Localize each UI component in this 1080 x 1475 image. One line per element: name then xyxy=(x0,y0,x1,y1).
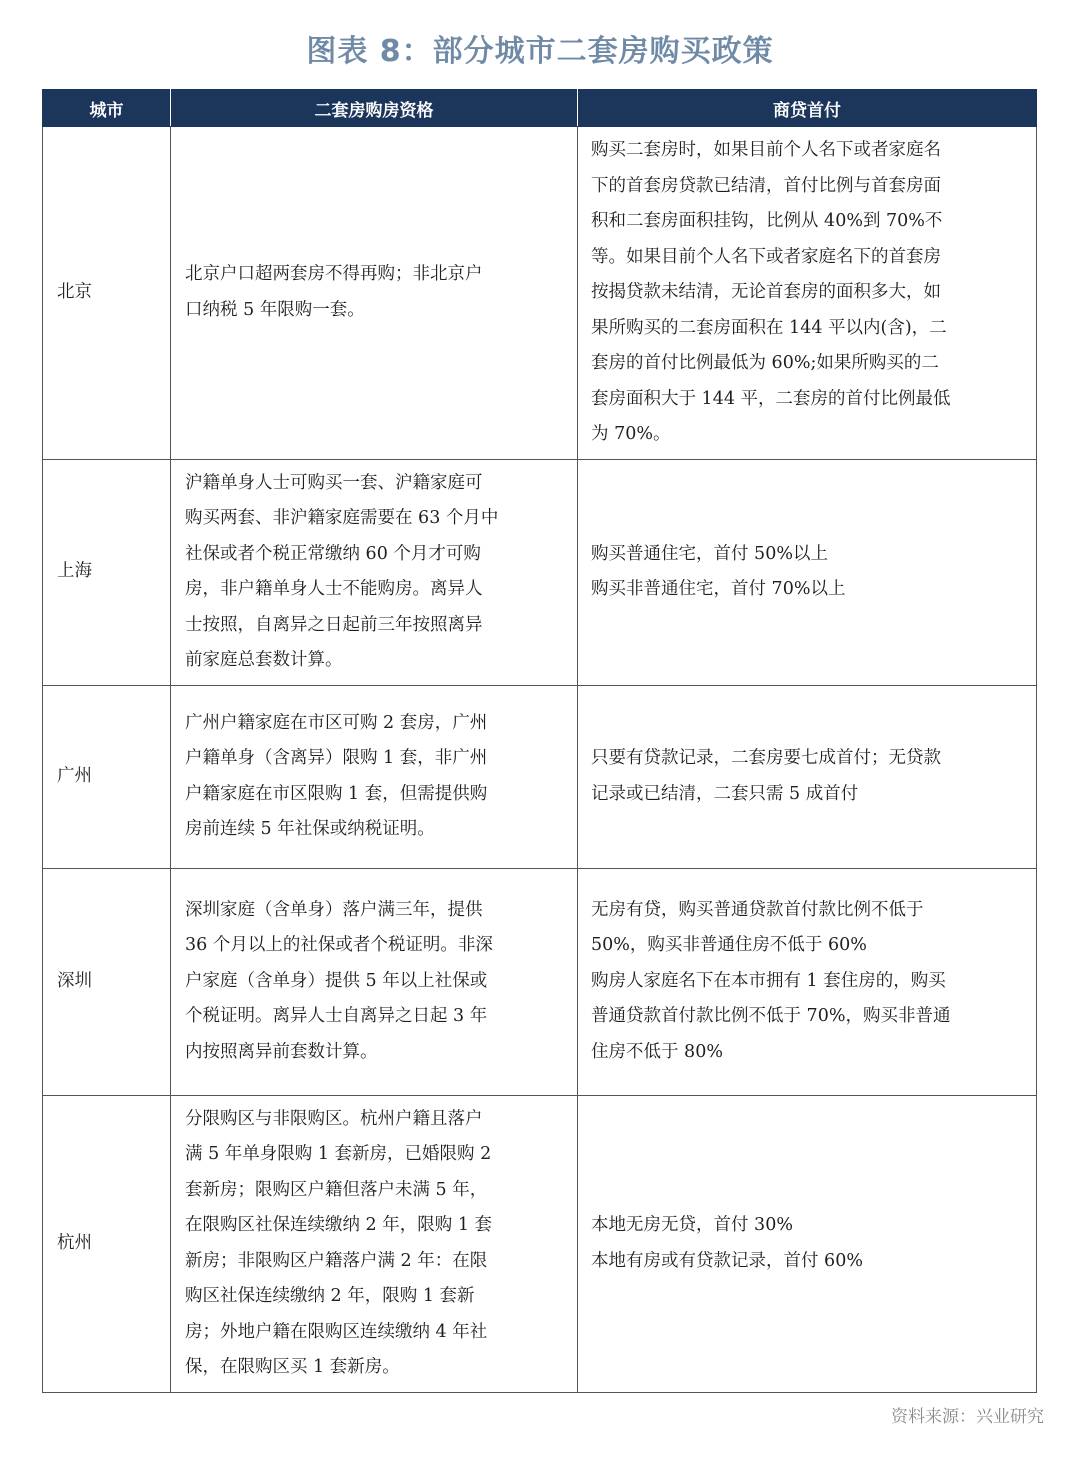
down-payment-cell xyxy=(578,459,1037,685)
requirement-line: 个税证明。离异人士自离异之日起 3 年 xyxy=(185,1006,488,1027)
requirement-line: 套新房；限购区户籍但落户未满 5 年， xyxy=(185,1179,488,1200)
requirement-line: 沪籍单身人士可购买一套、沪籍家庭可 xyxy=(185,472,483,493)
table-row xyxy=(43,685,1037,868)
requirement-line: 内按照离异前套数计算。 xyxy=(185,1041,378,1062)
city-cell: 北京 xyxy=(43,127,171,460)
table-row xyxy=(43,127,1037,460)
down-payment-line: 无房有贷，购买普通贷款首付款比例不低于 xyxy=(591,899,924,920)
requirement-line: 分限购区与非限购区。杭州户籍且落户 xyxy=(185,1108,483,1129)
requirement-line: 社保或者个税正常缴纳 60 个月才可购 xyxy=(185,543,481,564)
requirement-line: 口纳税 5 年限购一套。 xyxy=(185,299,365,320)
down-payment-line: 购房人家庭名下在本市拥有 1 套住房的，购买 xyxy=(591,970,946,991)
city-cell: 上海 xyxy=(43,459,171,685)
requirement-line: 房前连续 5 年社保或纳税证明。 xyxy=(185,819,435,839)
down-payment-line: 本地无房无贷，首付 30% xyxy=(591,1215,793,1235)
table-row xyxy=(43,868,1037,1095)
requirement-line: 在限购区社保连续缴纳 2 年，限购 1 套 xyxy=(185,1215,493,1235)
down-payment-line: 普通贷款首付款比例不低于 70%，购买非普通 xyxy=(591,1006,951,1027)
down-payment-line: 积和二套房面积挂钩，比例从 40%到 70%不 xyxy=(591,211,943,231)
down-payment-line: 等。如果目前个人名下或者家庭名下的首套房 xyxy=(591,246,941,267)
down-payment-line: 购买非普通住宅，首付 70%以上 xyxy=(591,579,846,599)
down-payment-line: 按揭贷款未结清，无论首套房的面积多大，如 xyxy=(591,282,941,302)
requirement-line: 前家庭总套数计算。 xyxy=(185,650,343,670)
down-payment-line: 住房不低于 80% xyxy=(591,1041,723,1062)
down-payment-cell xyxy=(578,685,1037,868)
requirement-line: 满 5 年单身限购 1 套新房，已婚限购 2 xyxy=(185,1144,492,1164)
requirement-line: 户家庭（含单身）提供 5 年以上社保或 xyxy=(185,970,488,991)
down-payment-line: 下的首套房贷款已结清，首付比例与首套房面 xyxy=(591,175,941,196)
requirement-cell xyxy=(171,1095,578,1392)
requirement-cell xyxy=(171,868,578,1095)
down-payment-line: 套房面积大于 144 平，二套房的首付比例最低 xyxy=(591,388,951,409)
down-payment-line: 本地有房或有贷款记录，首付 60% xyxy=(591,1250,863,1271)
requirement-line: 深圳家庭（含单身）落户满三年，提供 xyxy=(185,899,483,920)
header-requirement: 二套房购房资格 xyxy=(171,90,578,127)
down-payment-cell xyxy=(578,1095,1037,1392)
header-down-payment: 商贷首付 xyxy=(578,90,1037,127)
requirement-line: 广州户籍家庭在市区可购 2 套房，广州 xyxy=(185,712,488,733)
policy-table xyxy=(42,89,1037,1393)
down-payment-line: 套房的首付比例最低为 60%;如果所购买的二 xyxy=(591,353,939,373)
requirement-line: 保，在限购区买 1 套新房。 xyxy=(185,1357,400,1377)
table-row xyxy=(43,459,1037,685)
header-city: 城市 xyxy=(43,90,171,127)
requirement-line: 购区社保连续缴纳 2 年，限购 1 套新 xyxy=(185,1286,475,1306)
city-cell: 杭州 xyxy=(43,1095,171,1392)
requirement-line: 新房；非限购区户籍落户满 2 年：在限 xyxy=(185,1250,488,1271)
source-note: 资料来源：兴业研究 xyxy=(891,1407,1044,1427)
down-payment-line: 购买普通住宅，首付 50%以上 xyxy=(591,543,828,564)
requirement-cell xyxy=(171,685,578,868)
requirement-cell xyxy=(171,127,578,460)
down-payment-line: 记录或已结清，二套只需 5 成首付 xyxy=(591,783,859,804)
down-payment-cell xyxy=(578,127,1037,460)
down-payment-line: 只要有贷款记录，二套房要七成首付；无贷款 xyxy=(591,748,941,768)
city-cell: 深圳 xyxy=(43,868,171,1095)
requirement-cell xyxy=(171,459,578,685)
requirement-line: 房；外地户籍在限购区连续缴纳 4 年社 xyxy=(185,1321,488,1342)
requirement-line: 户籍家庭在市区限购 1 套，但需提供购 xyxy=(185,783,488,804)
requirement-line: 户籍单身（含离异）限购 1 套，非广州 xyxy=(185,748,488,768)
table-row xyxy=(43,1095,1037,1392)
down-payment-line: 果所购买的二套房面积在 144 平以内(含)，二 xyxy=(591,317,947,338)
city-cell: 广州 xyxy=(43,685,171,868)
down-payment-line: 为 70%。 xyxy=(591,424,671,444)
down-payment-cell xyxy=(578,868,1037,1095)
requirement-line: 士按照，自离异之日起前三年按照离异 xyxy=(185,614,483,635)
requirement-line: 购买两套、非沪籍家庭需要在 63 个月中 xyxy=(185,508,499,528)
requirement-line: 房，非户籍单身人士不能购房。离异人 xyxy=(185,579,483,599)
requirement-line: 北京户口超两套房不得再购；非北京户 xyxy=(185,264,483,285)
table-header-row xyxy=(43,90,1037,127)
down-payment-line: 50%，购买非普通住房不低于 60% xyxy=(591,935,867,956)
down-payment-line: 购买二套房时，如果目前个人名下或者家庭名 xyxy=(591,140,941,160)
page-title: 图表 8：部分城市二套房购买政策 xyxy=(306,34,774,69)
requirement-line: 36 个月以上的社保或者个税证明。非深 xyxy=(185,935,493,956)
